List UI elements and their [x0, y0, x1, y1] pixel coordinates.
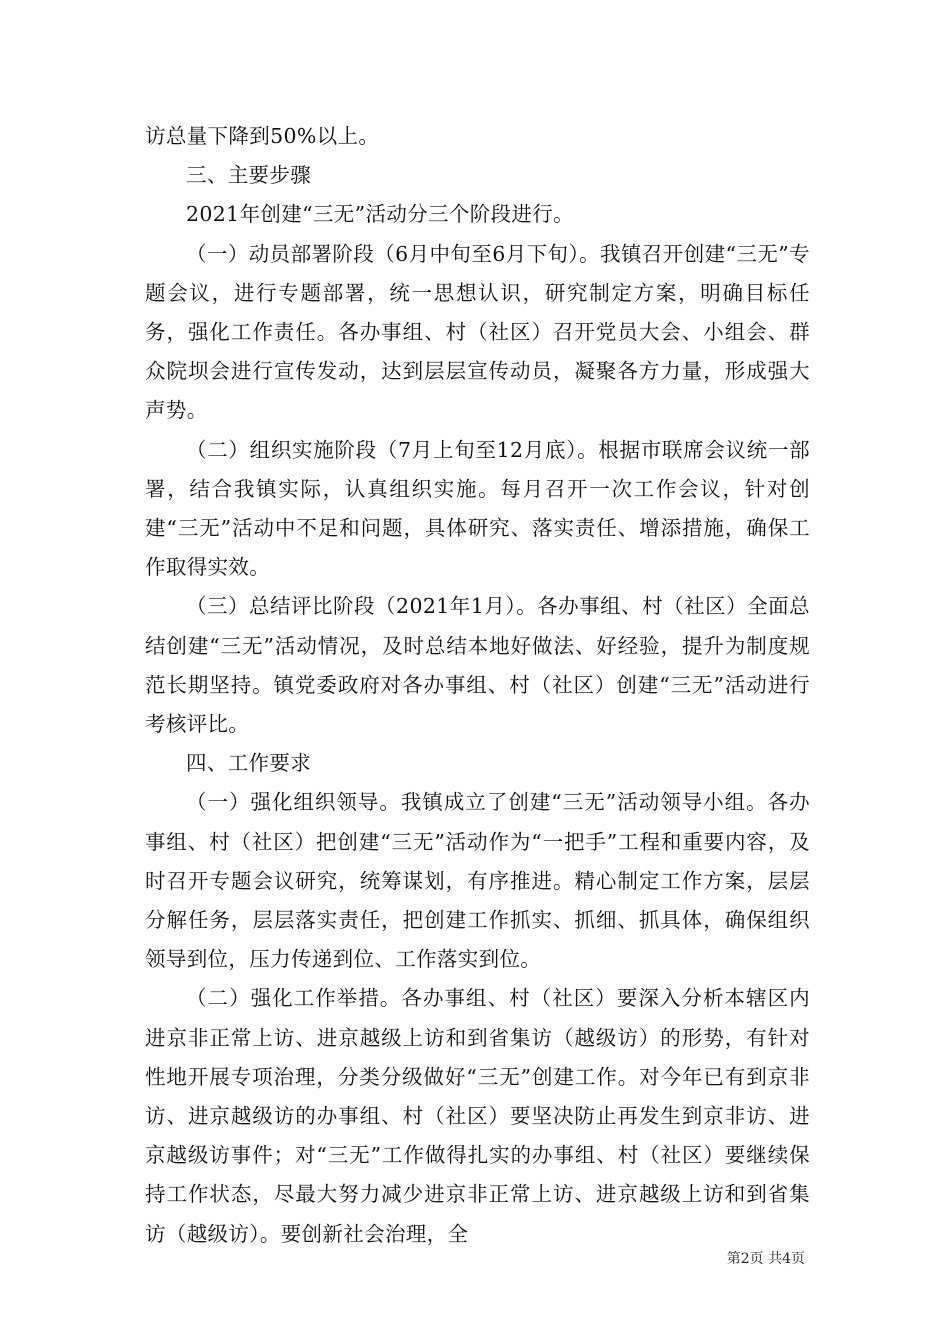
- paragraph-1: 访总量下降到50%以上。: [145, 124, 380, 148]
- footer-middle: 页 共: [749, 1251, 783, 1267]
- footer-total-pages: 4: [782, 1251, 791, 1267]
- document-body: [145, 117, 810, 1254]
- paragraph-6: （三）总结评比阶段（2021年1月）。各办事组、村（社区）全面总结创建“三无”活动情况，及时总结本地好做法、好经验，提升为制度规范长期坚持。镇党委政府对各办事组、村（社区）创建“三无”活动进行考核评比。: [145, 594, 810, 737]
- page-number-footer: [727, 1250, 805, 1268]
- paragraph-3: 2021年创建“三无”活动分三个阶段进行。: [186, 202, 574, 227]
- footer-suffix: 页: [791, 1251, 805, 1267]
- paragraph-9: （二）强化工作举措。各办事组、村（社区）要深入分析本辖区内进京非正常上访、进京越级上访和到省集访（越级访）的形势，有针对性地开展专项治理，分类分级做好“三无”创建工作。对今年已有到京非访、进京越级访的办事组、村（社区）要坚决防止再发生到京非访、进京越级访事件；对“三无”工作做得扎实的办事组、村（社区）要继续保持工作状态，尽最大努力减少进京非正常上访、进京越级上访和到省集访（越级访）。要创新社会治理，全: [145, 986, 810, 1246]
- paragraph-8: （一）强化组织领导。我镇成立了创建“三无”活动领导小组。各办事组、村（社区）把创建“三无”活动作为“一把手”工程和重要内容，及时召开专题会议研究，统筹谋划，有序推进。精心制定工作方案，层层分解任务，层层落实责任，把创建工作抓实、抓细、抓具体，确保组织领导到位，压力传递到位、工作落实到位。: [145, 790, 810, 972]
- section-heading-steps: 三、主要步骤: [186, 163, 312, 188]
- footer-current-page: 2: [740, 1251, 750, 1267]
- paragraph-5: （二）组织实施阶段（7月上旬至12月底）。根据市联席会议统一部署，结合我镇实际，认真组织实施。每月召开一次工作会议，针对创建“三无”活动中不足和问题，具体研究、落实责任、增添措施，确保工作取得实效。: [145, 437, 810, 580]
- section-heading-requirements: 四、工作要求: [186, 751, 312, 776]
- footer-prefix: 第: [726, 1251, 741, 1267]
- paragraph-4: （一）动员部署阶段（6月中旬至6月下旬）。我镇召开创建“三无”专题会议，进行专题部署，统一思想认识，研究制定方案，明确目标任务，强化工作责任。各办事组、村（社区）召开党员大会、小组会、群众院坝会进行宣传发动，达到层层宣传动员，凝聚各方力量，形成强大声势。: [145, 241, 810, 423]
